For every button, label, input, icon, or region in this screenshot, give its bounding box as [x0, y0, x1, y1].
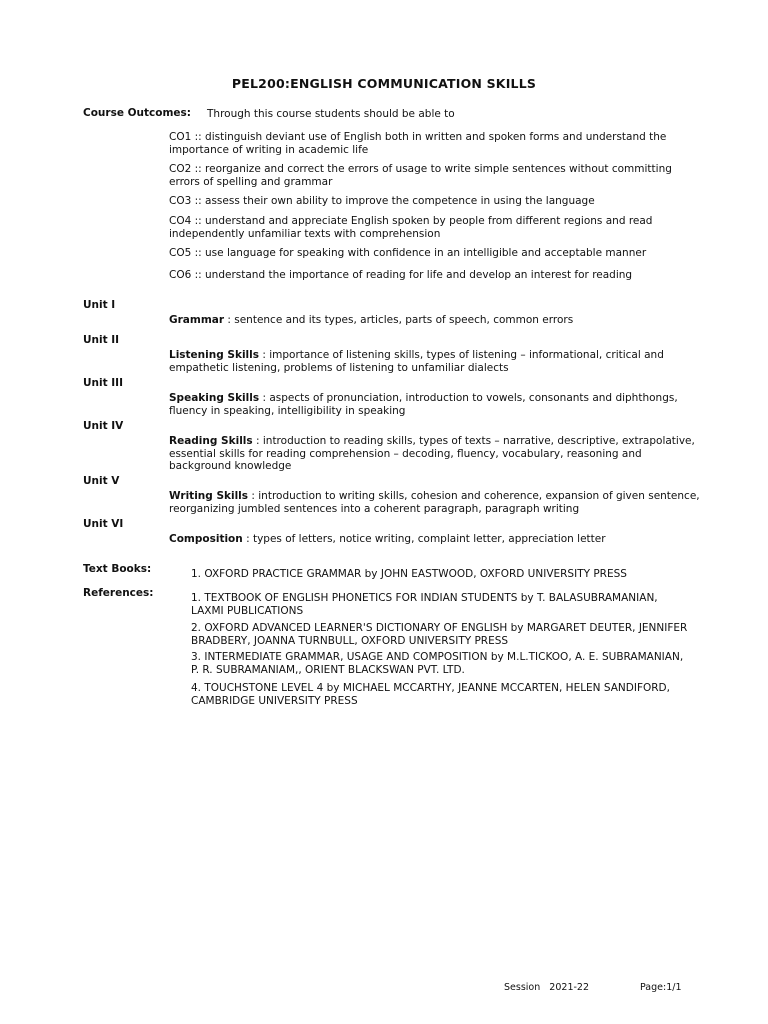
unit-content [169, 314, 704, 327]
unit-label: Unit IV [83, 420, 124, 432]
unit-heading: Composition [169, 533, 243, 545]
course-outcome-item: CO3 :: assess their own ability to improve the competence in using the language [169, 195, 595, 207]
course-outcome-item: CO2 :: reorganize and correct the errors of usage to write simple sentences without committing errors of spelling and grammar [169, 163, 672, 188]
unit-text: : types of letters, notice writing, complaint letter, appreciation letter [242, 533, 606, 545]
unit-text: : sentence and its types, articles, parts of speech, common errors [224, 314, 574, 326]
unit-content [169, 490, 704, 515]
course-outcomes-intro: Through this course students should be able to [207, 108, 455, 120]
footer-session: Session 2021-22 [504, 982, 589, 993]
course-outcome-item: CO1 :: distinguish deviant use of English both in written and spoken forms and understand the importance of writing in academic life [169, 131, 667, 156]
course-outcome-item: CO6 :: understand the importance of reading for life and develop an interest for reading [169, 269, 633, 281]
unit-content [169, 533, 704, 546]
reference-item: 1. TEXTBOOK OF ENGLISH PHONETICS FOR INDIAN STUDENTS by T. BALASUBRAMANIAN, LAXMI PUBLICATIONS [191, 592, 658, 617]
unit-heading: Writing Skills [169, 490, 249, 502]
page-title: PEL200:ENGLISH COMMUNICATION SKILLS [231, 76, 537, 91]
unit-text: : importance of listening skills, types of listening – informational, critical and empathetic listening, problems of listening to unfamiliar dialects [169, 349, 664, 374]
unit-label: Unit II [83, 334, 120, 346]
unit-label: Unit V [83, 475, 120, 487]
unit-label: Unit III [83, 377, 123, 389]
reference-item: 2. OXFORD ADVANCED LEARNER'S DICTIONARY OF ENGLISH by MARGARET DEUTER, JENNIFER BRADBERY, JOANNA TURNBULL, OXFORD UNIVERSITY PRESS [191, 622, 688, 647]
course-outcomes-label: Course Outcomes: [83, 107, 191, 119]
unit-text: : aspects of pronunciation, introduction to vowels, consonants and diphthongs, fluency in speaking, intelligibility in speaking [169, 392, 678, 417]
unit-text: : introduction to reading skills, types of texts – narrative, descriptive, extrapolative, essential skills for reading comprehension – decoding, fluency, vocabulary, reasoning and background knowledge [169, 435, 695, 472]
reference-item: 4. TOUCHSTONE LEVEL 4 by MICHAEL MCCARTHY, JEANNE MCCARTEN, HELEN SANDIFORD, CAMBRIDGE UNIVERSITY PRESS [191, 682, 670, 707]
unit-heading: Speaking Skills [169, 392, 260, 404]
unit-heading: Grammar [169, 314, 225, 326]
unit-heading: Listening Skills [169, 349, 259, 361]
unit-content [169, 349, 704, 374]
references-label: References: [83, 587, 154, 599]
unit-heading: Reading Skills [169, 435, 253, 447]
unit-content [169, 392, 704, 417]
footer-page-number: Page:1/1 [640, 982, 682, 993]
course-outcome-item: CO5 :: use language for speaking with confidence in an intelligible and acceptable manner [169, 247, 647, 259]
unit-label: Unit I [83, 299, 116, 311]
unit-text: : introduction to writing skills, cohesion and coherence, expansion of given sentence, reorganizing jumbled sentences into a coherent paragraph, paragraph writing [169, 490, 700, 515]
reference-item: 3. INTERMEDIATE GRAMMAR, USAGE AND COMPOSITION by M.L.TICKOO, A. E. SUBRAMANIAN, P. R. SUBRAMANIAM,, ORIENT BLACKSWAN PVT. LTD. [191, 651, 684, 676]
unit-content [169, 435, 704, 473]
unit-label: Unit VI [83, 518, 124, 530]
text-book-item: 1. OXFORD PRACTICE GRAMMAR by JOHN EASTWOOD, OXFORD UNIVERSITY PRESS [191, 568, 627, 580]
text-books-label: Text Books: [83, 563, 152, 575]
course-outcome-item: CO4 :: understand and appreciate English spoken by people from different regions and read independently unfamiliar texts with comprehension [169, 215, 653, 240]
